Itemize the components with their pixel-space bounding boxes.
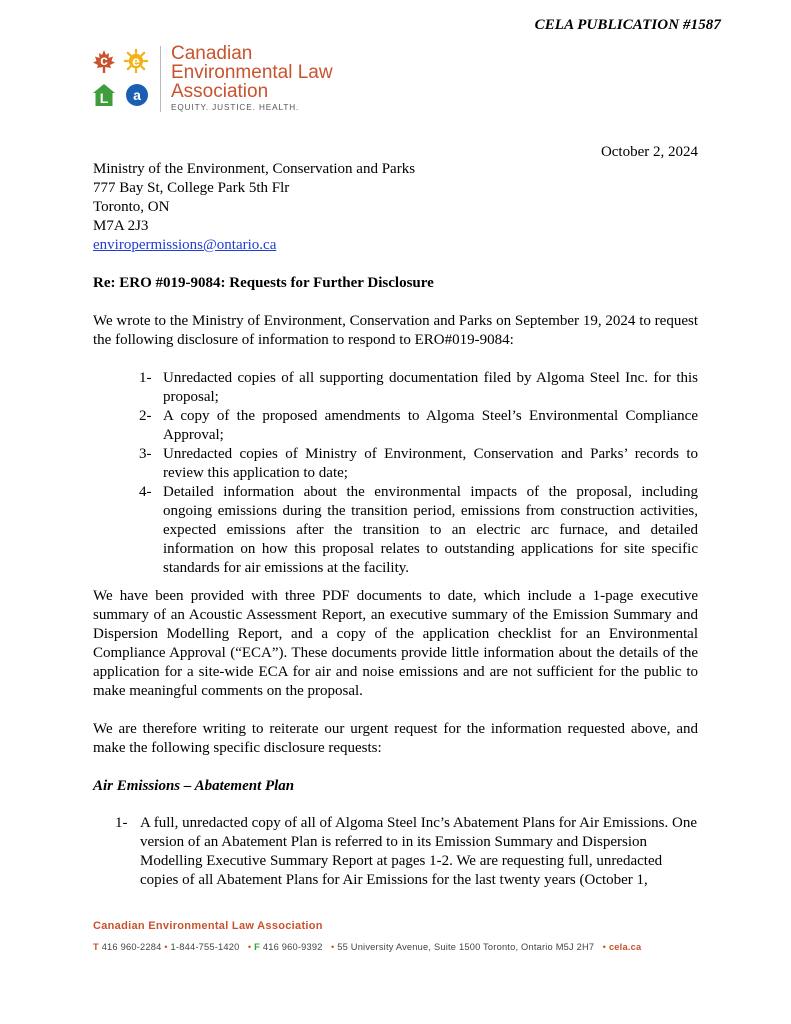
- house-icon: L: [93, 84, 115, 106]
- documents-provided-paragraph: We have been provided with three PDF documents to date, which include a 1-page executive summary of an Acoustic Assessment Report, an executive summary of the Emission Summary and Dispersion Modelling Report, and a copy of the application checklist for an Environmental Compliance Approval (“ECA”). These documents provide little information about the details of the application for a site-wide ECA for air and noise emissions and are not sufficient for the public to make meaningful comments on the proposal.: [93, 588, 698, 699]
- footer-tollfree: 1-844-755-1420: [170, 942, 240, 952]
- maple-leaf-icon: c: [93, 50, 115, 72]
- section-heading: Air Emissions – Abatement Plan: [93, 778, 295, 794]
- list-item: 4- Detailed information about the environmental impacts of the proposal, including ongoing emissions during the transition period, emissions from construction activities, expected emissions after the transition to an electric arc furnace, and detailed information on how this proposal relates to outstanding applications for site specific standards for air emissions at the facility.: [139, 484, 698, 576]
- recipient-address: Ministry of the Environment, Conservation and Parks 777 Bay St, College Park 5th Flr Toronto, ON M7A 2J3 enviropermissions@ontario.ca: [93, 161, 416, 253]
- email-link[interactable]: enviropermissions@ontario.ca: [93, 237, 277, 253]
- request-list: [93, 369, 698, 578]
- footer-phone: 416 960-2284: [101, 942, 162, 952]
- footer-address: 55 University Avenue, Suite 1500 Toronto, Ontario M5J 2H7: [337, 942, 595, 952]
- footer-website[interactable]: cela.ca: [608, 942, 642, 952]
- list-item: 1- Unredacted copies of all supporting documentation filed by Algoma Steel Inc. for this proposal;: [139, 370, 698, 405]
- air-emissions-list: [93, 814, 698, 890]
- cela-logo: [93, 44, 353, 116]
- intro-paragraph: We wrote to the Ministry of Environment, Conservation and Parks on September 19, 2024 to request the following disclosure of information to respond to ERO#019-9084:: [93, 313, 698, 348]
- letter-date: October 2, 2024: [600, 144, 698, 160]
- reiterate-paragraph: We are therefore writing to reiterate our urgent request for the information requested above, and make the following specific disclosure requests:: [93, 721, 698, 756]
- subject-line: Re: ERO #019-9084: Requests for Further Disclosure: [93, 275, 434, 291]
- list-item: 3- Unredacted copies of Ministry of Environment, Conservation and Parks’ records to review this application to date;: [139, 446, 698, 481]
- publication-number: CELA PUBLICATION #1587: [534, 17, 721, 33]
- letter-footer: [93, 920, 641, 952]
- logo-tagline: EQUITY. JUSTICE. HEALTH.: [171, 103, 300, 112]
- logo-wordmark: Canadian Environmental Law Association: [171, 43, 333, 102]
- list-item: 1- A full, unredacted copy of all of Algoma Steel Inc’s Abatement Plans for Air Emissions. One version of an Abatement Plan is referred to in its Emission Summary and Dispersion Modelling Executive Summary Report at pages 1-2. We are requesting full, unredacted copies of all Abatement Plans for Air Emissions for the last twenty years (October 1,: [115, 815, 697, 888]
- logo-divider: [160, 46, 161, 112]
- footer-contact: T 416 960-2284 • 1-844-755-1420 • F 416 960-9392 • 55 University Avenue, Suite 1500 Toronto, Ontario M5J 2H7 • cela.ca: [93, 942, 642, 952]
- sun-icon: e: [125, 50, 147, 72]
- letter-body: [93, 160, 698, 890]
- list-item: 2- A copy of the proposed amendments to Algoma Steel’s Environmental Compliance Approval;: [139, 408, 698, 443]
- water-drop-icon: a: [126, 84, 148, 106]
- footer-org-name: Canadian Environmental Law Association: [93, 920, 323, 932]
- footer-fax: 416 960-9392: [262, 942, 323, 952]
